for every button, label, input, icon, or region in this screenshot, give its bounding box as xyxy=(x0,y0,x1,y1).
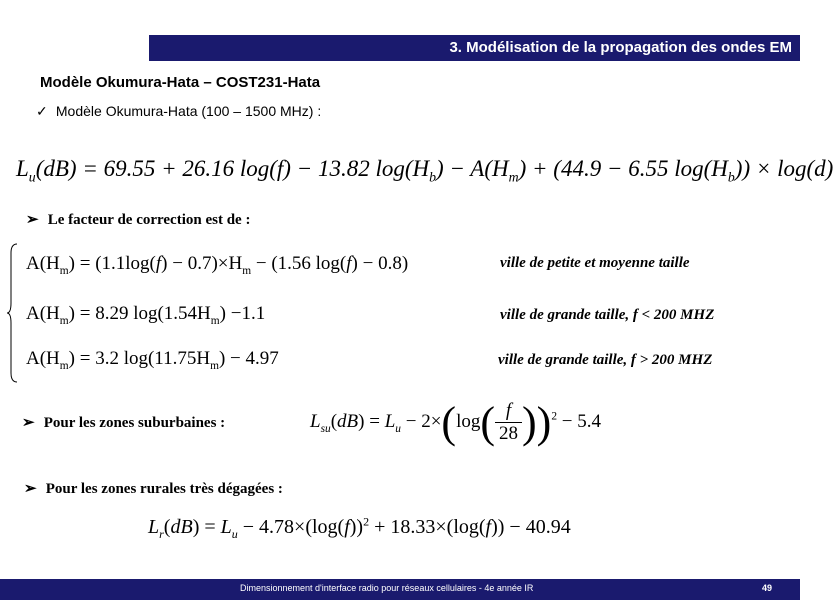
rural-equation: $L_r(dB) = L_u - 4.78\times(\log(f))^2 + 18.33\times(\log(f)) - 40.94$ xyxy=(148,514,571,541)
main-equation-visual: $L_u(dB) = 69.55 + 26.16$ log(f) − 13.82 $\log(H_b) - A(H_m) + (44.9 - 6.55$ $\log(H_b)) \times \log(d)$ xyxy=(16,156,833,185)
suburban-label: Pour les zones suburbaines : xyxy=(43,415,226,431)
case-3-label: ville de grande taille, f > 200 MHZ xyxy=(498,352,713,368)
rural-label: Pour les zones rurales très dégagées : xyxy=(45,481,283,497)
subheading-text: Modèle Okumura-Hata (100 – 1500 MHz) : xyxy=(55,103,322,119)
suburban-bullet xyxy=(22,413,225,432)
header-bar xyxy=(149,35,800,61)
case-2-label: ville de grande taille, f < 200 MHZ xyxy=(500,307,715,323)
arrow-bullet-icon: ➢ xyxy=(22,415,35,431)
footer-text: Dimensionnement d'interface radio pour réseaux cellulaires - 4e année IR xyxy=(240,583,534,593)
subheading xyxy=(36,103,321,120)
section-title: Modèle Okumura-Hata – COST231-Hata xyxy=(40,74,321,91)
correction-label: Le facteur de correction est de : xyxy=(47,212,251,228)
suburban-equation: $L_{su}(dB) = L_u - 2\times(\log$( $\frac{f}{28}$ ))$^2$ − 5.4 xyxy=(310,398,601,447)
left-brace-icon xyxy=(6,243,18,383)
correction-case-3: $A(H_m) = 3.2$ $\log(11.75H_m) - 4.97$ xyxy=(26,348,279,372)
correction-case-1: $A(H_m) = (1.1\log(f) - 0.7)\times H_m - (1.56$ log(f) − 0.8) xyxy=(26,253,409,277)
rural-bullet xyxy=(24,479,283,498)
checkmark-icon: ✓ xyxy=(36,103,48,119)
footer-bar xyxy=(0,579,800,600)
main-equation xyxy=(16,156,833,186)
case-1-label: ville de petite et moyenne taille xyxy=(500,255,690,271)
arrow-bullet-icon: ➢ xyxy=(24,481,37,497)
correction-case-2: $A(H_m) = 8.29$ $\log(1.54H_m) -1.1$ xyxy=(26,303,266,327)
arrow-bullet-icon: ➢ xyxy=(26,212,39,228)
correction-bullet xyxy=(26,210,250,229)
header-title: 3. Modélisation de la propagation des ondes EM xyxy=(449,39,792,56)
page-number: 49 xyxy=(761,583,772,593)
